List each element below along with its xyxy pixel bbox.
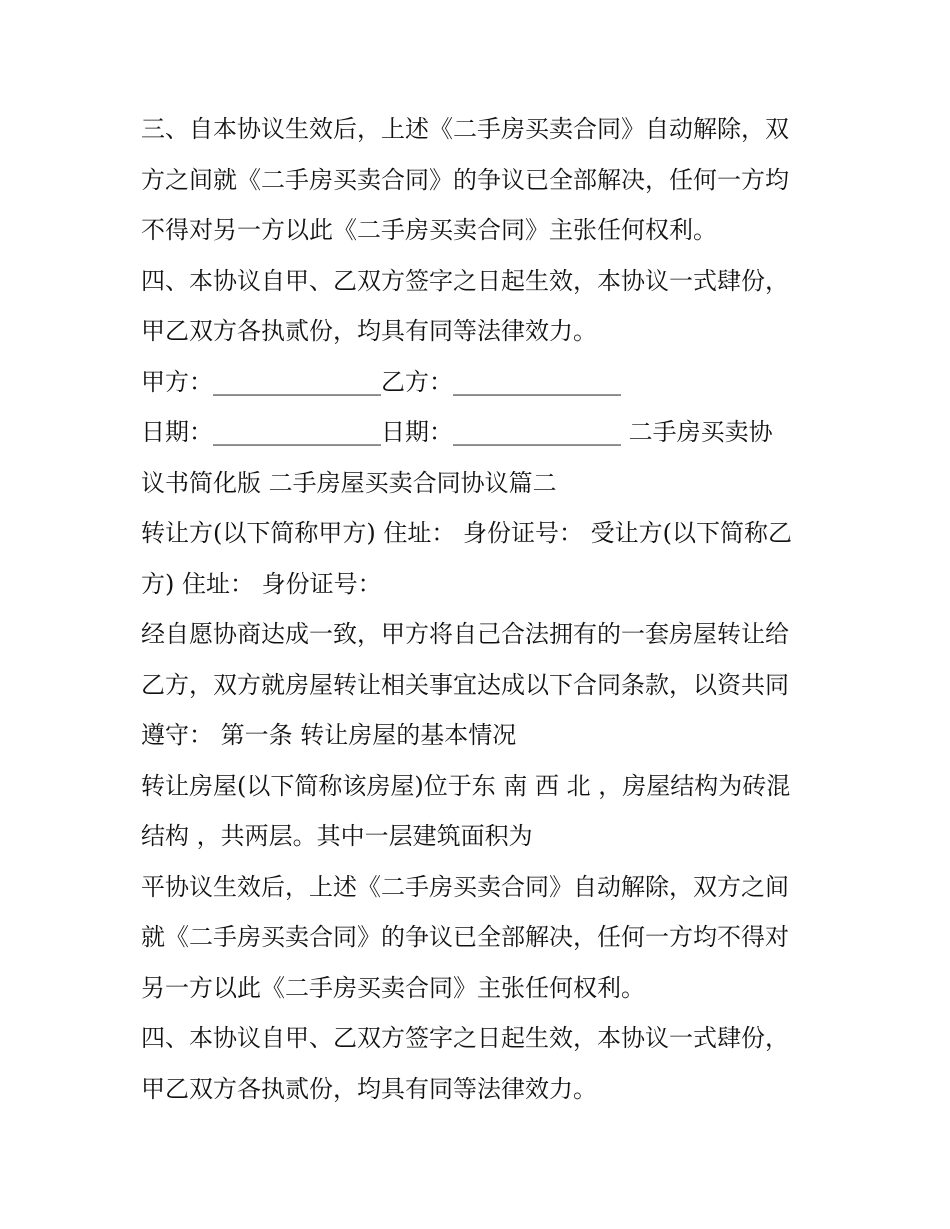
text-line: 三、自本协议生效后，上述《二手房买卖合同》自动解除，双 [141,115,789,143]
text-line: 方) 住址： 身份证号： [141,569,382,598]
text-line: 结构 ，共两层。其中一层建筑面积为 [141,822,533,850]
text-line: 方之间就《二手房买卖合同》的争议已全部解决，任何一方均 [141,165,789,194]
section-title: 议书简化版 二手房屋买卖合同协议篇二 [141,468,557,497]
text-line: 就《二手房买卖合同》的争议已全部解决，任何一方均不得对 [141,923,789,951]
text-line: 四、本协议自甲、乙双方签字之日起生效，本协议一式肆份， [141,266,789,295]
text-line: 另一方以此《二手房买卖合同》主张任何权利。 [141,973,645,1002]
document-body [141,104,821,1114]
text-line: 不得对另一方以此《二手房买卖合同》主张任何权利。 [141,216,717,244]
text-line: 平协议生效后，上述《二手房买卖合同》自动解除，双方之间 [141,872,789,901]
text-line: 遵守： 第一条 转让房屋的基本情况 [141,721,517,749]
text-line: 转让方(以下简称甲方) 住址： 身份证号： 受让方(以下简称乙 [141,519,792,547]
date-line: 日期：______________日期：______________ 二手房买卖协 [141,418,773,446]
signature-line: 甲方：______________乙方：______________ [141,367,621,396]
text-line: 经自愿协商达成一致，甲方将自己合法拥有的一套房屋转让给 [141,620,789,648]
text-line: 甲乙双方各执贰份，均具有同等法律效力。 [141,317,597,345]
text-line: 甲乙双方各执贰份，均具有同等法律效力。 [141,1074,597,1103]
text-line: 转让房屋(以下简称该房屋)位于东 南 西 北 ，房屋结构为砖混 [141,771,791,800]
text-line: 乙方，双方就房屋转让相关事宜达成以下合同条款，以资共同 [141,670,789,699]
text-line: 四、本协议自甲、乙双方签字之日起生效，本协议一式肆份， [141,1024,789,1052]
